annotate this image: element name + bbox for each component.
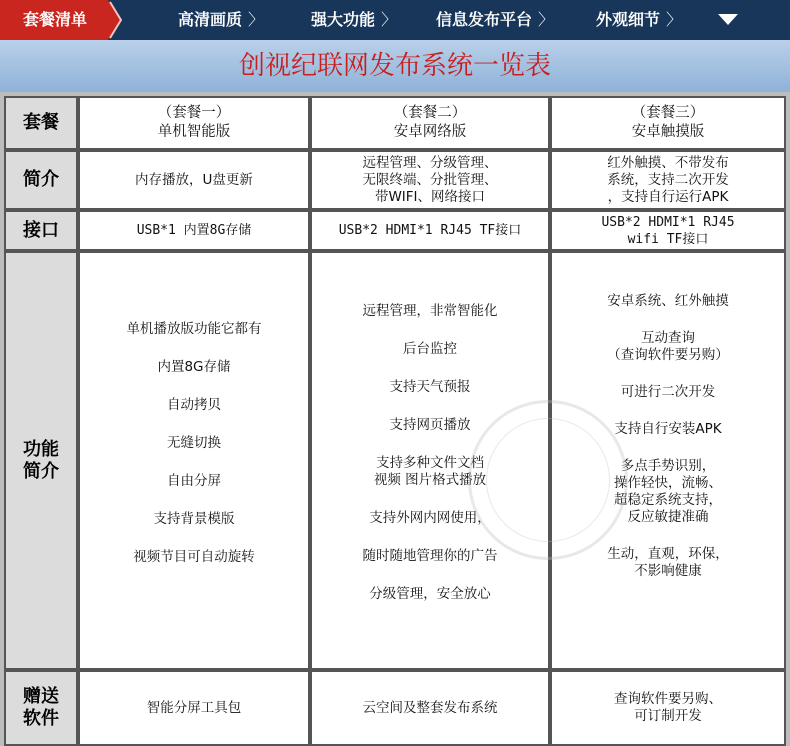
feature-item: 分级管理，安全放心 [369, 586, 491, 602]
row-header-software-label: 赠送软件 [23, 686, 59, 729]
chevron-right-icon: 〉 [381, 10, 398, 29]
feature-item: 支持自行安装APK [614, 421, 722, 437]
feature-item: 可进行二次开发 [620, 384, 716, 400]
package-header-1 [78, 96, 310, 150]
package-header-2 [310, 96, 550, 150]
intro-line: 无限终端、分批管理、 [362, 171, 498, 188]
package-header-3 [550, 96, 786, 150]
intro-line: 红外触摸、不带发布 [607, 154, 729, 171]
feature-item: 无缝切换 [167, 435, 221, 451]
package-name: 安卓触摸版 [631, 124, 705, 140]
feature-item: 视频节目可自动旋转 [133, 549, 255, 565]
software-line: 智能分屏工具包 [146, 699, 242, 716]
software-cell-3 [550, 670, 786, 746]
interface-cell-3 [550, 210, 786, 251]
interface-line: USB*1 内置8G存储 [136, 223, 252, 238]
row-header-intro: 简介 [4, 150, 78, 210]
page-title: 创视纪联网发布系统一览表 [238, 51, 551, 81]
software-line: 云空间及整套发布系统 [362, 699, 498, 716]
software-line: 可订制开发 [634, 708, 702, 724]
triangle-down-icon[interactable] [718, 14, 738, 25]
row-header-package: 套餐 [4, 96, 78, 150]
feature-item: 内置8G存储 [157, 359, 231, 375]
comparison-table [0, 92, 790, 746]
intro-line: 带WIFI、网络接口 [374, 188, 486, 205]
feature-item: 支持多种文件文档 视频 图片格式播放 [373, 455, 487, 488]
feature-item: 支持网页播放 [389, 417, 471, 433]
intro-line: 系统，支持二次开发 [607, 171, 729, 188]
package-number: （套餐二） [393, 105, 467, 121]
feature-item: 互动查询 （查询软件要另购） [607, 330, 729, 363]
feature-item: 后台监控 [403, 341, 457, 357]
title-banner [0, 40, 790, 92]
software-line: 查询软件要另购、 [614, 691, 722, 707]
feature-item: 自动拷贝 [167, 397, 221, 413]
row-header-software [4, 670, 78, 746]
top-nav [0, 0, 790, 40]
chevron-right-icon: 〉 [666, 10, 683, 29]
feature-item: 随时随地管理你的广告 [362, 548, 498, 564]
intro-line: ，支持自行运行APK [607, 188, 729, 205]
nav-tab-package-list[interactable] [0, 0, 122, 40]
intro-cell-3 [550, 150, 786, 210]
chevron-right-icon: 〉 [248, 10, 265, 29]
package-number: （套餐三） [631, 105, 705, 121]
intro-line: 内存播放，U盘更新 [135, 171, 253, 188]
seal-watermark-inner [486, 418, 610, 542]
nav-tab-label: 信息发布平台 [436, 10, 533, 29]
intro-cell-1 [78, 150, 310, 210]
nav-tab-publish-platform[interactable] [436, 0, 554, 40]
nav-tab-appearance[interactable] [596, 0, 682, 40]
nav-tab-label: 外观细节 [596, 10, 661, 29]
nav-tab-features[interactable] [311, 0, 397, 40]
interface-cell-1 [78, 210, 310, 251]
row-header-features [4, 251, 78, 670]
package-name: 安卓网络版 [393, 124, 467, 140]
nav-tab-label: 套餐清单 [22, 10, 87, 29]
software-cell-1 [78, 670, 310, 746]
nav-tab-hd-quality[interactable] [178, 0, 264, 40]
feature-item: 自由分屏 [167, 473, 221, 489]
row-header-features-label: 功能简介 [23, 438, 59, 482]
interface-line: USB*2 HDMI*1 RJ45 TF接口 [338, 223, 522, 238]
feature-item: 远程管理，非常智能化 [362, 303, 498, 319]
interface-cell-2 [310, 210, 550, 251]
interface-line: USB*2 HDMI*1 RJ45 [601, 214, 735, 230]
chevron-right-icon: 〉 [538, 10, 555, 29]
feature-item: 多点手势识别， 操作轻快，流畅、 超稳定系统支持， 反应敏捷准确 [614, 458, 722, 525]
row-header-interface: 接口 [4, 210, 78, 251]
feature-item: 生动，直观，环保， 不影响健康 [607, 546, 729, 579]
feature-item: 单机播放版功能它都有 [126, 321, 262, 337]
nav-tab-label: 强大功能 [311, 10, 376, 29]
intro-cell-2 [310, 150, 550, 210]
feature-item: 支持背景模版 [153, 511, 235, 527]
nav-tab-label: 高清画质 [178, 10, 243, 29]
software-cell-2 [310, 670, 550, 746]
feature-item: 安卓系统、红外触摸 [607, 293, 729, 309]
package-number: （套餐一） [157, 105, 231, 121]
intro-line: 远程管理、分级管理、 [362, 154, 498, 171]
interface-line: wifi TF接口 [627, 231, 709, 247]
features-cell-1 [78, 251, 310, 670]
package-name: 单机智能版 [157, 124, 231, 140]
feature-item: 支持天气预报 [389, 379, 471, 395]
feature-item: 支持外网内网使用， [369, 510, 491, 526]
